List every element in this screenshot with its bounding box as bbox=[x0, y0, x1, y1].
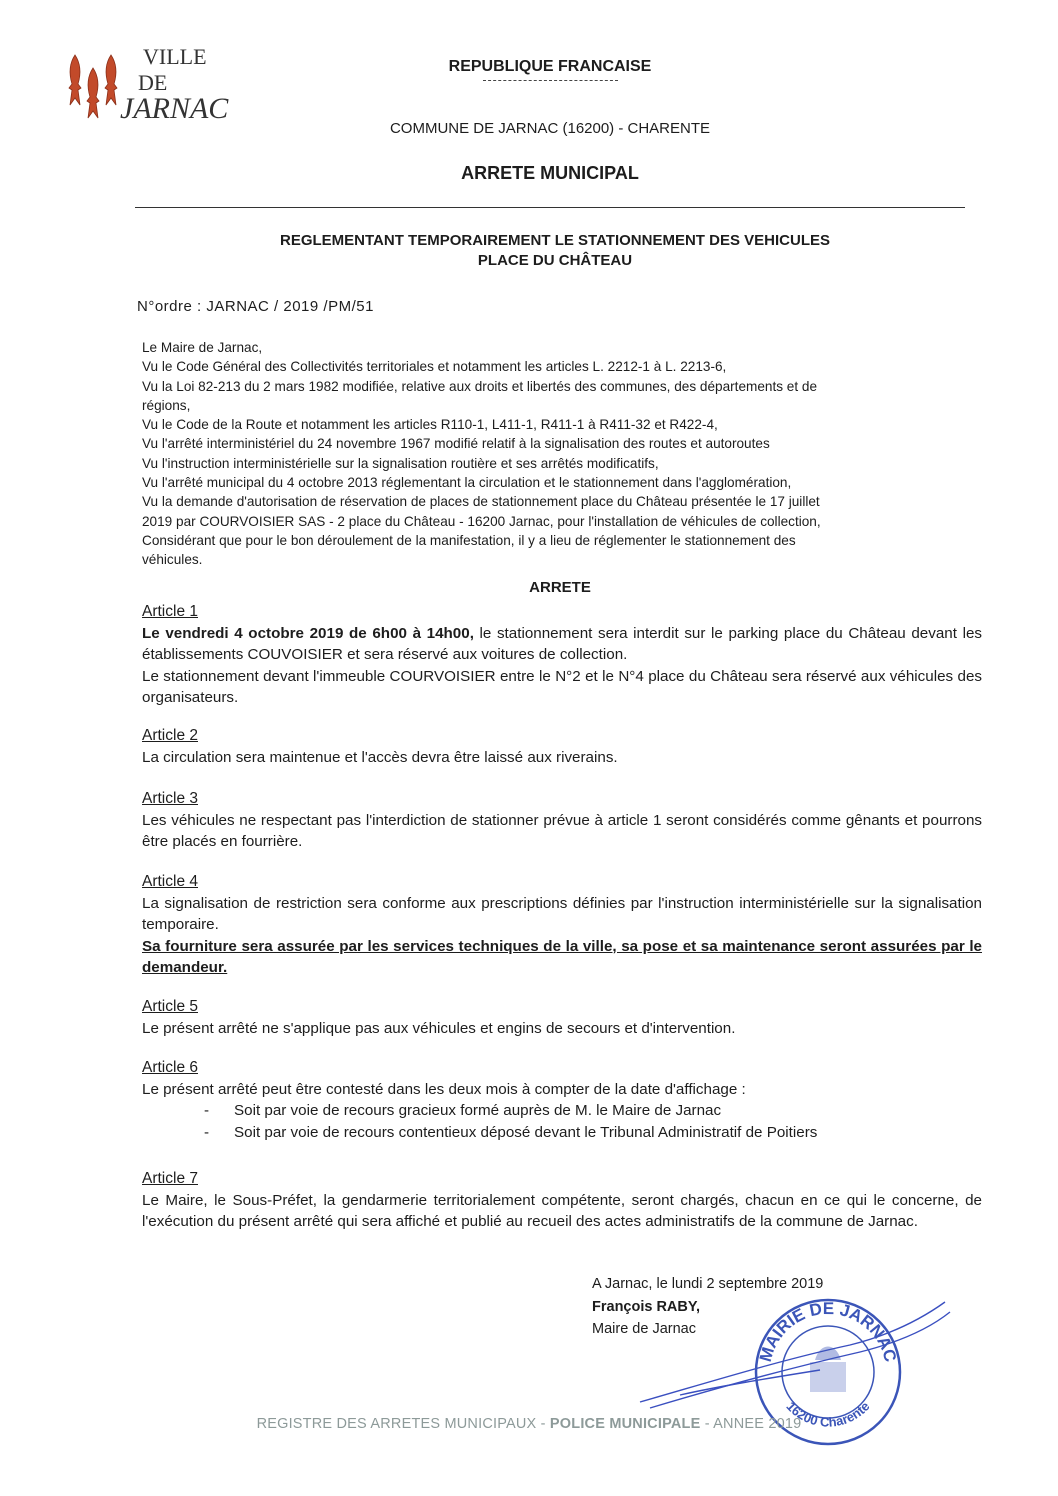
signatory-role: Maire de Jarnac bbox=[592, 1321, 696, 1337]
republique-heading: REPUBLIQUE FRANCAISE bbox=[448, 58, 652, 75]
preamble-line: Considérant que pour le bon déroulement de la manifestation, il y a lieu de réglementer le stationnement des bbox=[142, 532, 796, 548]
footer-part-3: - ANNEE 2019 bbox=[700, 1416, 802, 1432]
article-title: Article 5 bbox=[142, 998, 198, 1015]
header-rule bbox=[135, 207, 965, 208]
stamp-top-text: MAIRIE DE JARNAC bbox=[755, 1298, 901, 1364]
preamble-line: Vu la Loi 82-213 du 2 mars 1982 modifiée, relative aux droits et libertés des communes, des départements et de bbox=[142, 378, 818, 394]
article-text-span: le stationnement sera interdit sur le parking place du Château devant les établissements COUVOISIER et sera réservé aux voitures de collection. bbox=[142, 624, 982, 663]
list-item-text: Soit par voie de recours gracieux formé auprès de M. le Maire de Jarnac bbox=[234, 1102, 722, 1119]
recourse-list bbox=[142, 1100, 982, 1143]
subject-heading bbox=[200, 231, 910, 271]
article-title: Article 2 bbox=[142, 727, 198, 744]
list-item bbox=[142, 1122, 982, 1144]
list-item bbox=[142, 1100, 982, 1122]
preamble-line: Vu l'arrêté interministériel du 24 novembre 1967 modifié relatif à la signalisation des routes et autoroutes bbox=[142, 436, 770, 452]
preamble bbox=[142, 338, 982, 570]
article-title: Article 7 bbox=[142, 1170, 198, 1187]
article-text: Le stationnement devant l'immeuble COURVOISIER entre le N°2 et le N°4 place du Château sera réservé aux véhicules des organisateurs. bbox=[142, 667, 982, 706]
preamble-line: Vu l'arrêté municipal du 4 octobre 2013 réglementant la circulation et le stationnement dans l'agglomération, bbox=[142, 475, 792, 491]
preamble-line: 2019 par COURVOISIER SAS - 2 place du Château - 16200 Jarnac, pour l'installation de véhicules de collection, bbox=[142, 513, 821, 529]
logo-line-1: VILLE bbox=[143, 44, 207, 69]
article-text: La signalisation de restriction sera conforme aux prescriptions définies par l'instruction interministérielle sur la signalisation temporaire. bbox=[142, 894, 982, 933]
signature-place-date: A Jarnac, le lundi 2 septembre 2019 bbox=[592, 1276, 824, 1292]
town-logo bbox=[60, 40, 240, 140]
preamble-line: Vu le Code Général des Collectivités territoriales et notamment les articles L. 2212-1 à L. 2213-6, bbox=[142, 359, 727, 375]
subject-line-2: PLACE DU CHÂTEAU bbox=[477, 252, 633, 269]
list-item-text: Soit par voie de recours contentieux déposé devant le Tribunal Administratif de Poitiers bbox=[234, 1123, 818, 1141]
article-5 bbox=[142, 996, 982, 1039]
article-text: La circulation sera maintenue et l'accès devra être laissé aux riverains. bbox=[142, 748, 618, 766]
header-divider bbox=[483, 80, 618, 81]
logo-line-2: DE bbox=[138, 70, 168, 95]
article-title: Article 6 bbox=[142, 1059, 198, 1076]
preamble-line: véhicules. bbox=[142, 552, 203, 568]
registry-footer bbox=[0, 1416, 1058, 1432]
footer-part-1: REGISTRE DES ARRETES MUNICIPAUX - bbox=[256, 1416, 550, 1432]
logo-line-3: JARNAC bbox=[120, 92, 229, 125]
article-title: Article 3 bbox=[142, 790, 198, 807]
article-title: Article 4 bbox=[142, 873, 198, 890]
signatory-name: François RABY, bbox=[592, 1298, 700, 1315]
article-1 bbox=[142, 601, 982, 709]
article-2 bbox=[142, 725, 982, 768]
article-3 bbox=[142, 788, 982, 853]
document-type-heading: ARRETE MUNICIPAL bbox=[461, 163, 639, 183]
commune-heading: COMMUNE DE JARNAC (16200) - CHARENTE bbox=[389, 120, 711, 137]
article-text: Le présent arrêté peut être contesté dans les deux mois à compter de la date d'affichage : bbox=[142, 1080, 746, 1098]
article-underlined-text: Sa fourniture sera assurée par les services techniques de la ville, sa pose et sa maintenance seront assurées par le demandeur. bbox=[142, 937, 982, 976]
order-number: N°ordre : JARNAC / 2019 /PM/51 bbox=[137, 298, 374, 315]
article-6 bbox=[142, 1057, 982, 1143]
preamble-line: Vu le Code de la Route et notamment les articles R110-1, L411-1, R411-1 à R411-32 et R422-4, bbox=[142, 417, 718, 433]
article-title: Article 1 bbox=[142, 603, 198, 620]
stamp-bottom-text: 16200 Charente bbox=[783, 1398, 873, 1430]
article-4 bbox=[142, 871, 982, 979]
article-7 bbox=[142, 1168, 982, 1233]
subject-line-1: REGLEMENTANT TEMPORAIREMENT LE STATIONNEMENT DES VEHICULES bbox=[279, 232, 830, 249]
footer-part-2: POLICE MUNICIPALE bbox=[549, 1416, 701, 1432]
article-text: Le présent arrêté ne s'applique pas aux véhicules et engins de secours et d'intervention. bbox=[142, 1019, 736, 1037]
article-text bbox=[142, 623, 982, 666]
preamble-line: Vu la demande d'autorisation de réservation de places de stationnement place du Château présentée le 17 juillet bbox=[142, 494, 820, 510]
preamble-line: régions, bbox=[142, 397, 191, 413]
preamble-line: Vu l'instruction interministérielle sur la signalisation routière et ses arrêtés modificatifs, bbox=[142, 455, 659, 471]
preamble-line: Le Maire de Jarnac, bbox=[142, 340, 263, 355]
article-text: Le Maire, le Sous-Préfet, la gendarmerie territorialement compétente, seront chargés, chacun en ce qui le concerne, de l'exécution du présent arrêté qui sera affiché et publié au recueil des actes administratifs de la commune de Jarnac. bbox=[142, 1191, 982, 1230]
article-date-bold: Le vendredi 4 octobre 2019 de 6h00 à 14h00, bbox=[142, 624, 474, 642]
article-text: Les véhicules ne respectant pas l'interdiction de stationner prévue à article 1 seront considérés comme gênants et pourrons être placés en fourrière. bbox=[142, 811, 982, 850]
arrete-heading: ARRETE bbox=[529, 579, 591, 596]
